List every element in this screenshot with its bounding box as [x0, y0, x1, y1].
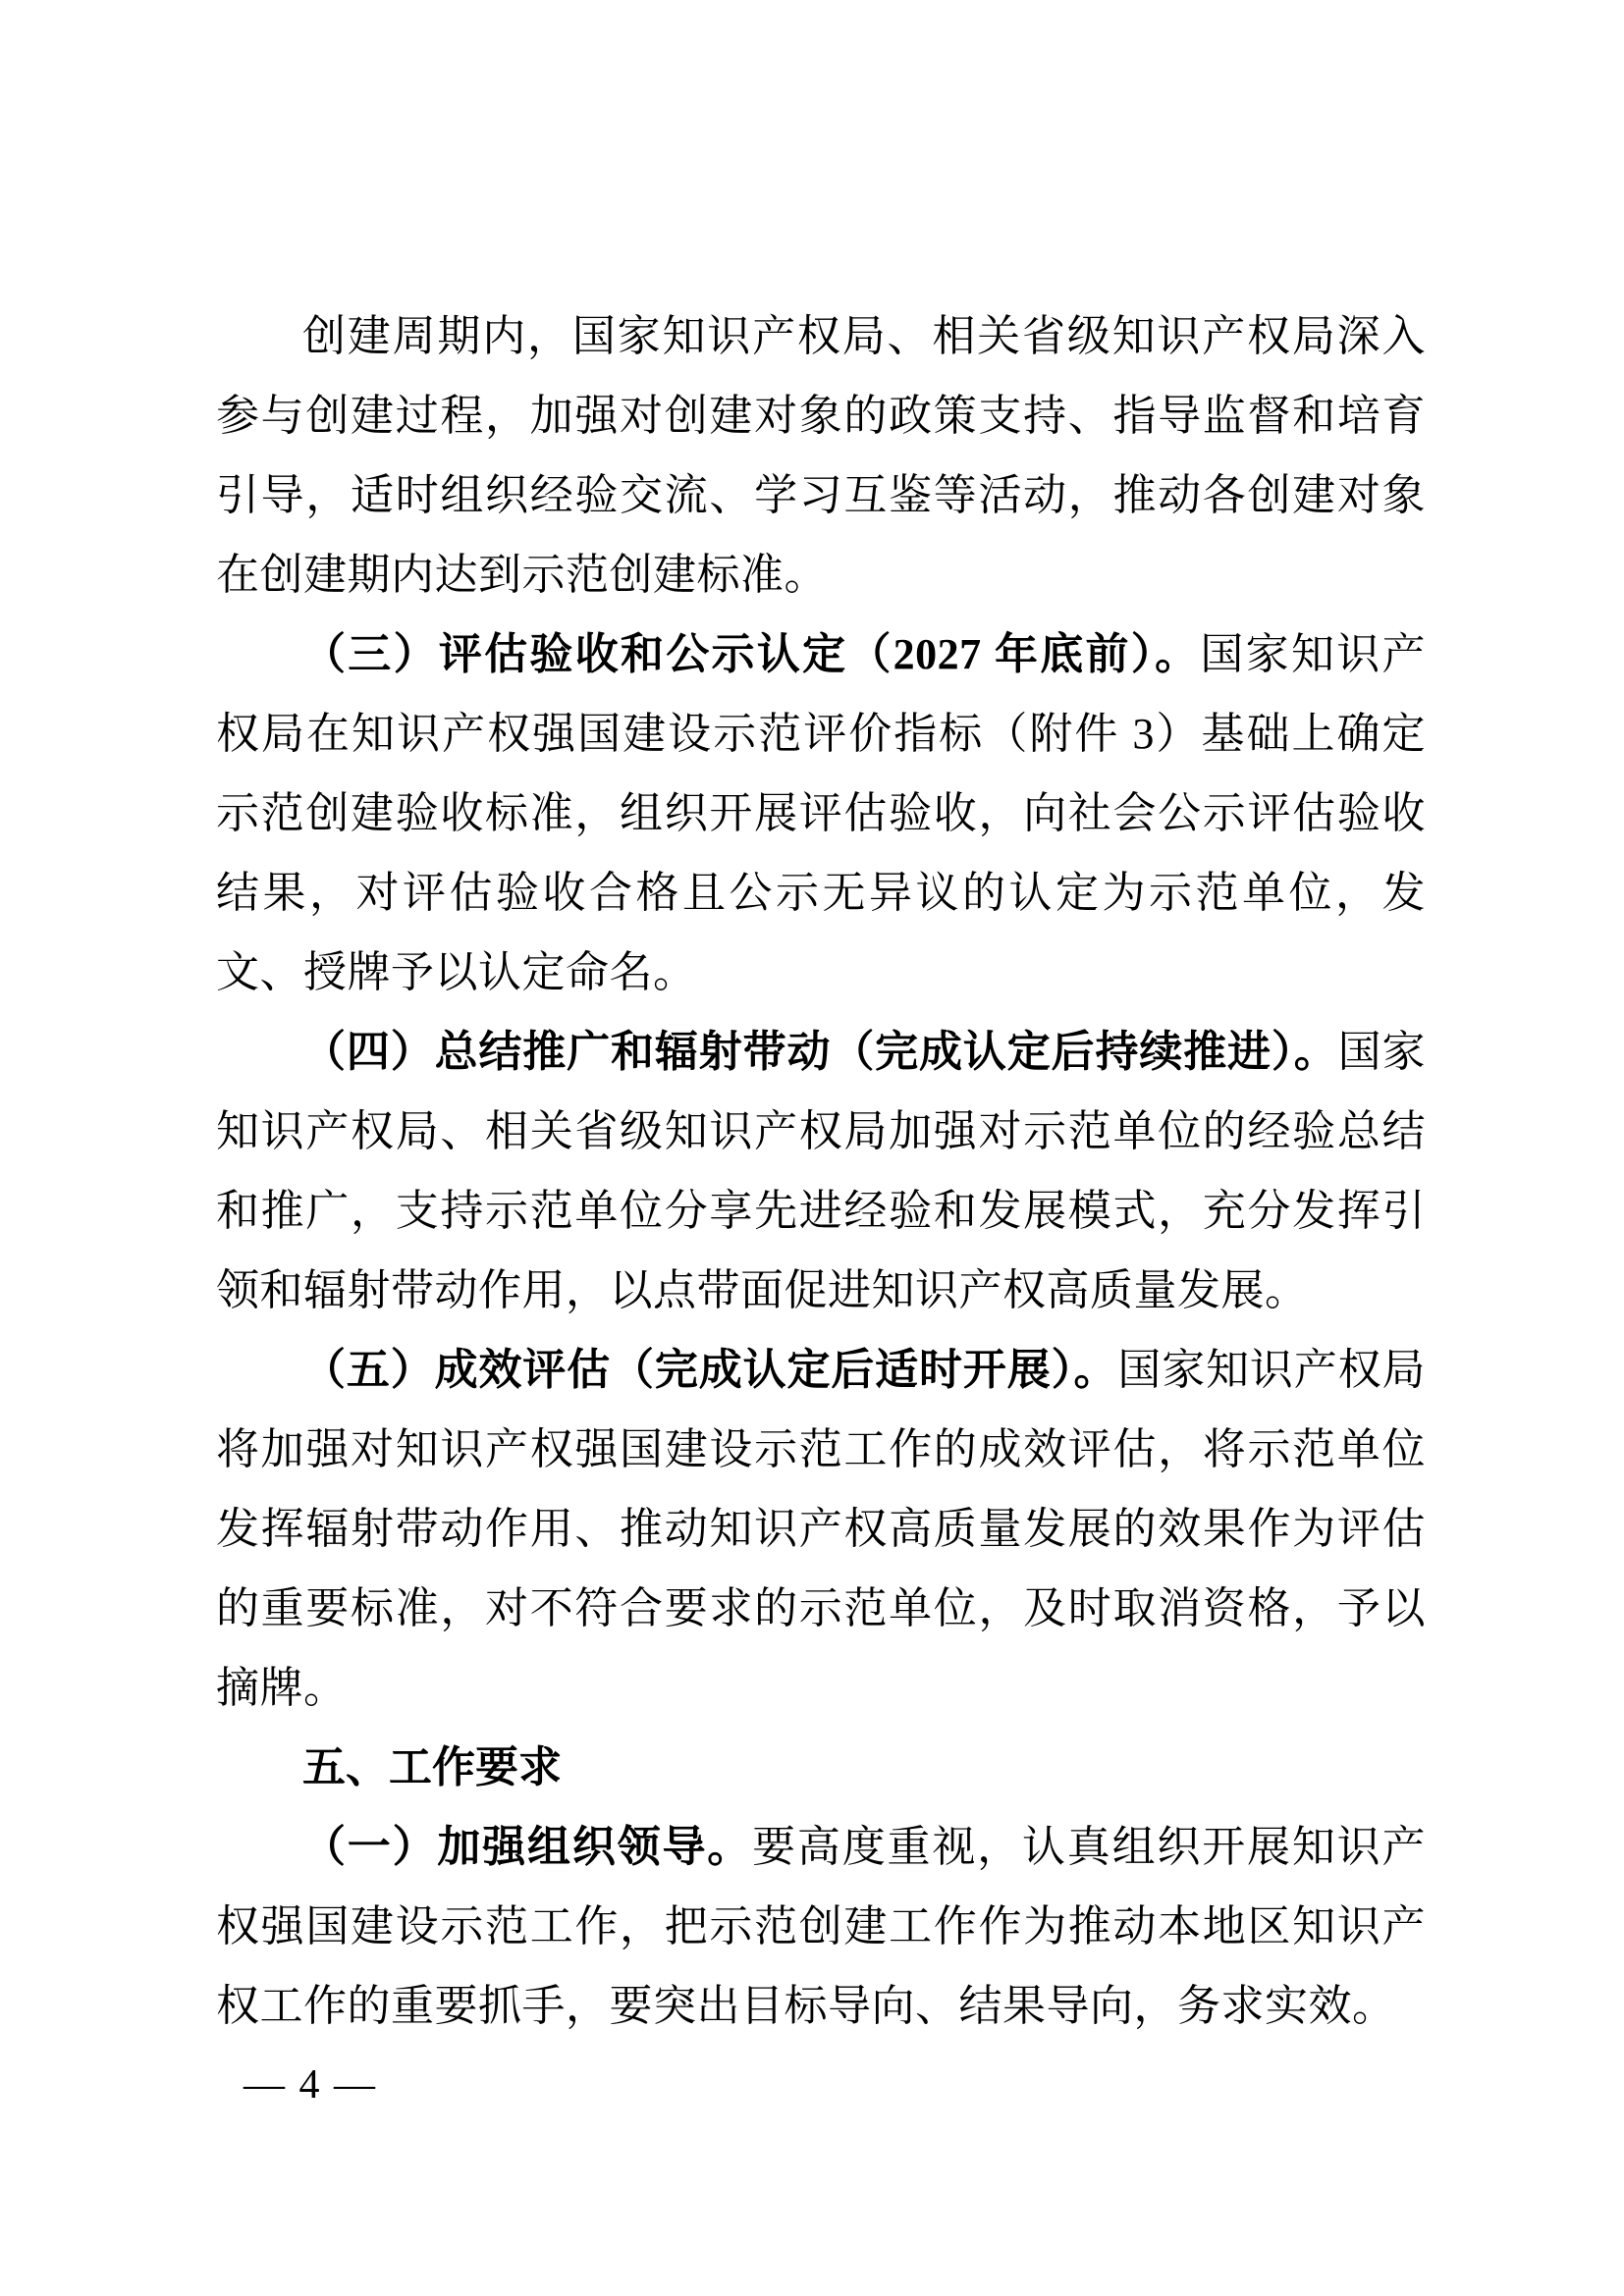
paragraph-text: 要高度重视，认真组织开展知识产权强国建设示范工作，把示范创建工作作为推动本地区知识产权工作的重要抓手，要突出目标导向、结果导向，务求实效。 [216, 1823, 1426, 2030]
paragraph-lead: （一）加强组织领导。 [302, 1823, 753, 1871]
paragraph-lead: （四）总结推广和辐射带动（完成认定后持续推进）。 [302, 1028, 1338, 1076]
paragraph [216, 296, 1426, 614]
document-body [216, 296, 1426, 2046]
section-heading: 五、工作要求 [302, 1743, 562, 1791]
paragraph-text: 国家知识产权局将加强对知识产权强国建设示范工作的成效评估，将示范单位发挥辐射带动作用、推动知识产权高质量发展的效果作为评估的重要标准，对不符合要求的示范单位，及时取消资格，予以摘牌。 [216, 1346, 1427, 1712]
paragraph-lead: （五）成效评估（完成认定后适时开展）。 [302, 1346, 1118, 1394]
paragraph-text: 国家知识产权局、相关省级知识产权局加强对示范单位的经验总结和推广，支持示范单位分享先进经验和发展模式，充分发挥引领和辐射带动作用，以点带面促进知识产权高质量发展。 [216, 1028, 1427, 1314]
paragraph-text: 国家知识产权局在知识产权强国建设示范评价指标（附件 3）基础上确定示范创建验收标准，组织开展评估验收，向社会公示评估验收结果，对评估验收合格且公示无异议的认定为示范单位，发文、授牌予以认定命名。 [216, 630, 1427, 996]
paragraph-lead: （三）评估验收和公示认定（2027 年底前）。 [302, 630, 1201, 678]
paragraph [216, 1012, 1426, 1330]
page-number-text: — 4 — [244, 2062, 377, 2108]
paragraph [216, 1807, 1426, 2046]
paragraph-text: 创建周期内，国家知识产权局、相关省级知识产权局深入参与创建过程，加强对创建对象的政策支持、指导监督和培育引导，适时组织经验交流、学习互鉴等活动，推动各创建对象在创建期内达到示范创建标准。 [216, 312, 1426, 599]
paragraph [216, 614, 1426, 1012]
page-number [244, 2061, 377, 2109]
paragraph [216, 1330, 1426, 1728]
